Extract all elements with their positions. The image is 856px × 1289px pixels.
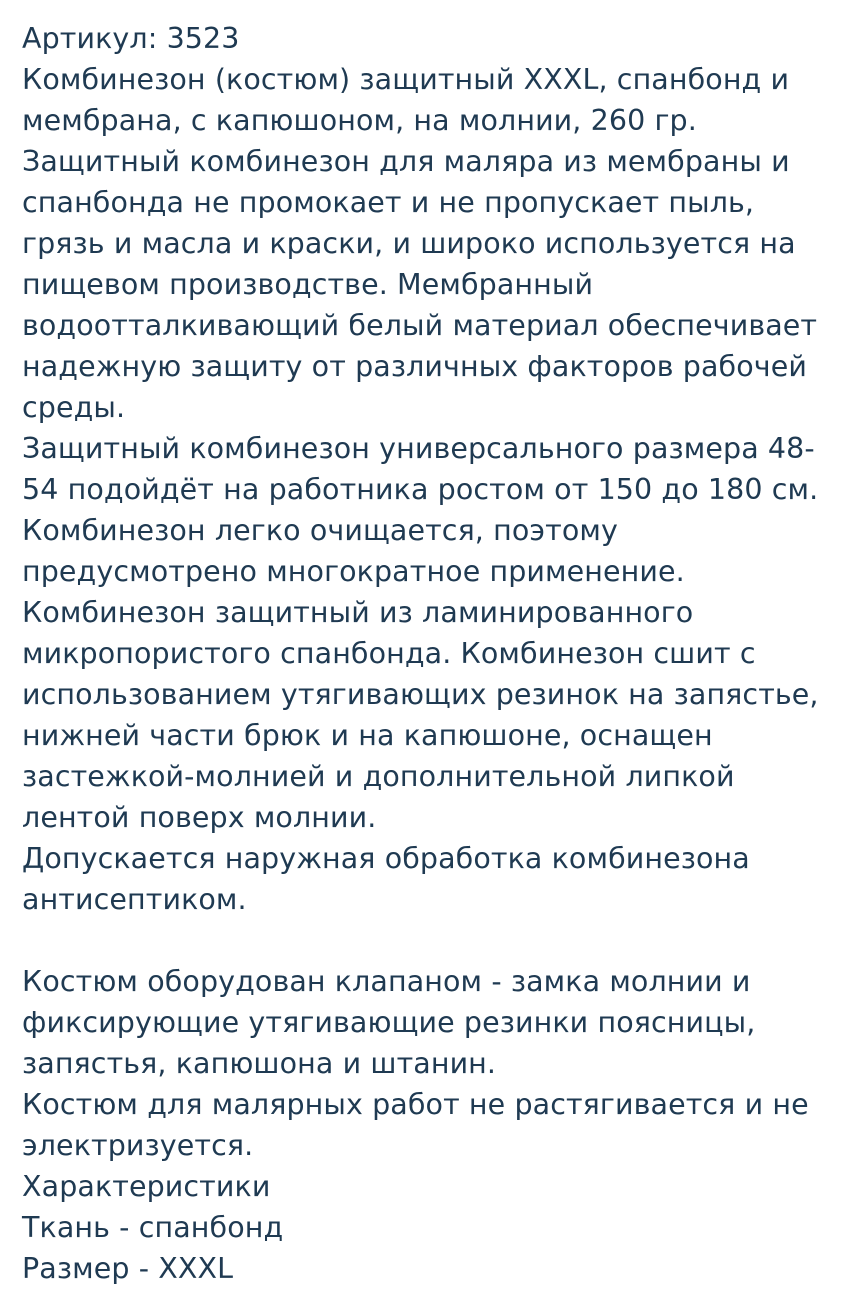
product-article: Артикул: 3523 <box>22 22 240 55</box>
paragraph-spacer <box>22 920 834 961</box>
product-description <box>22 18 834 1289</box>
product-title: Комбинезон (костюм) защитный XXXL, спанбонд и мембрана, с капюшоном, на молнии, 260 гр. <box>22 63 790 137</box>
description-paragraph-3: Комбинезон защитный из ламинированного микропористого спанбонда. Комбинезон сшит с использованием утягивающих резинок на запястье, нижней части брюк и на капюшоне, оснащен застежкой-молнией и дополнительной липкой лентой поверх молнии. <box>22 596 819 834</box>
spec-fabric: Ткань - спанбонд <box>22 1211 284 1244</box>
description-paragraph-1: Защитный комбинезон для маляра из мембраны и спанбонда не промокает и не пропускает пыль, грязь и масла и краски, и широко используется на пищевом производстве. Мембранный водоотталкивающий белый материал обеспечивает надежную защиту от различных факторов рабочей среды. <box>22 145 818 424</box>
description-paragraph-5: Костюм оборудован клапаном - замка молнии и фиксирующие утягивающие резинки поясницы, запястья, капюшона и штанин. <box>22 965 756 1080</box>
description-paragraph-6: Костюм для малярных работ не растягивается и не электризуется. <box>22 1088 809 1162</box>
description-paragraph-2: Защитный комбинезон универсального размера 48-54 подойдёт на работника ростом от 150 до 180 см. Комбинезон легко очищается, поэтому предусмотрено многократное применение. <box>22 432 819 588</box>
description-paragraph-4: Допускается наружная обработка комбинезона антисептиком. <box>22 842 750 916</box>
spec-size: Размер - XXXL <box>22 1252 234 1285</box>
specifications-heading: Характеристики <box>22 1170 271 1203</box>
